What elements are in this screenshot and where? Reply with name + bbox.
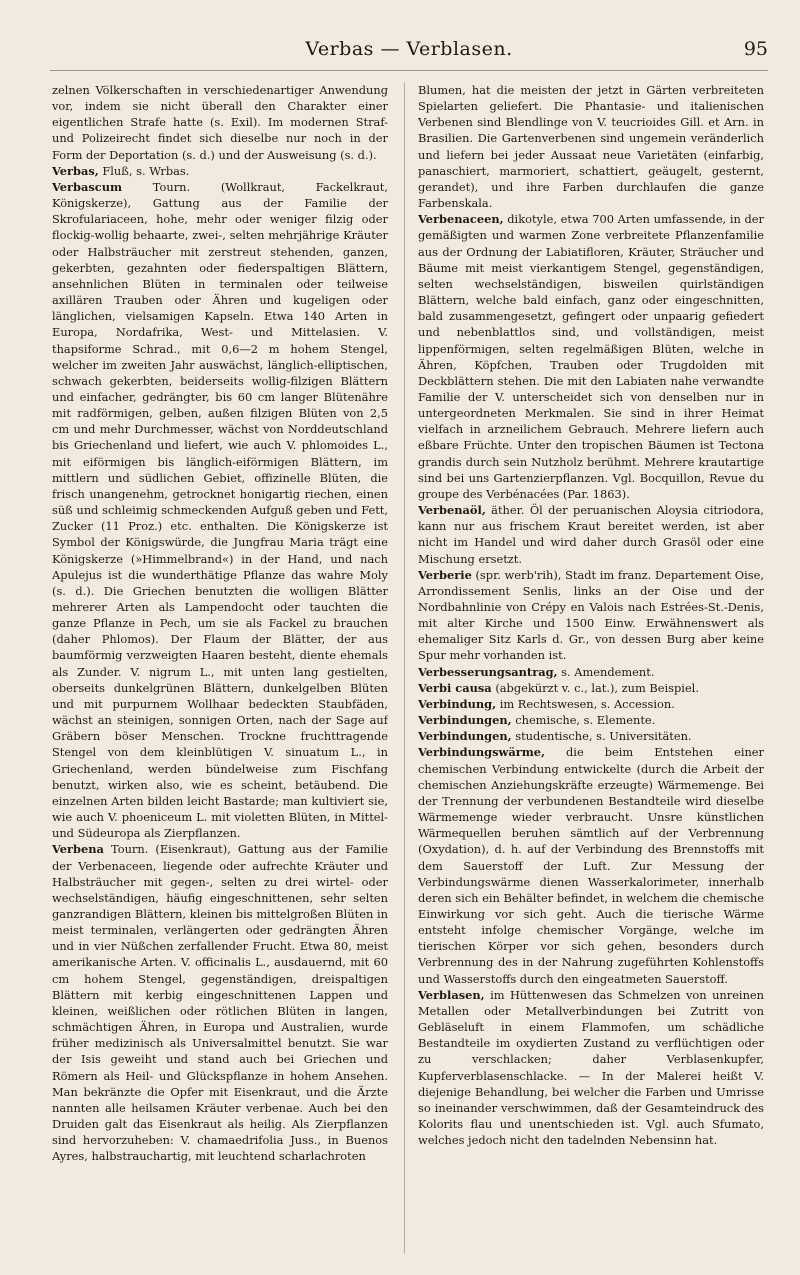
entry-text: (abgekürzt v. c., lat.), zum Beispiel. — [491, 680, 699, 695]
entry-text: Tourn. (Eisenkraut), Gattung aus der Familie der Verbenaceen, liegende oder aufrechte Kräuter und Halbsträucher mit gegen-, selten zu drei wirtel- oder wechselständigen, häufig eingeschnittenen, sehr selten ganzrandigen Blättern, kleinen bis mittelgroßen Blüten in meist terminalen, verlängerten oder gedrängten Ähren und in vier Nüßchen zerfallender Frucht. Etwa 80, meist amerikanische Arten. V. officinalis L., ausdauernd, mit 60 cm hohem Stengel, gegenständigen, dreispaltigen Blättern mit kerbig eingeschnittenen Lappen und kleinen, weißlichen oder rötlichen Blüten in langen, schmächtigen Ähren, in Europa und Australien, wurde früher medizinisch als Universalmittel benutzt. Sie war der Isis geweiht und stand auch bei Griechen und Römern als Heil- und Glückspflanze in hohem Ansehen. Man bekränzte die Opfer mit Eisenkraut, und die Ärzte nannten alle heilsamen Kräuter verbenae. Auch bei den Druiden galt das Eisenkraut als heilig. Als Zierpflanzen sind hervorzuheben: V. chamaedrifolia Juss., in Buenos Ayres, halbstrauchartig, mit leuchtend scharlachroten — [52, 842, 388, 1164]
dictionary-entry — [418, 211, 764, 502]
entry-headword: Verbindungen, — [418, 729, 512, 744]
entry-text: im Rechtswesen, s. Accession. — [496, 696, 675, 711]
dictionary-entry — [418, 664, 764, 680]
dictionary-entry — [52, 841, 388, 1164]
dictionary-entry — [418, 744, 764, 986]
entry-text: zelnen Völkerschaften in verschiedenartiger Anwendung vor, indem sie nicht überall den Charakter einer eigentlichen Strafe hatte (s. Exil). Im modernen Straf- und Polizeirecht findet sich dieselbe nur noch in der Form der Deportation (s. d.) und der Ausweisung (s. d.). — [52, 83, 388, 162]
page-header — [50, 38, 768, 68]
entry-text: Fluß, s. Wrbas. — [98, 163, 190, 178]
entry-text: (spr. werb'rih), Stadt im franz. Departement Oise, Arrondissement Senlis, links an der Oise und der Nordbahnlinie von Crépy en Valois nach Estrées-St.-Denis, mit alter Kirche und 1500 Einw. Erwähnenswert als ehemaliger Sitz Karls d. Gr., von dessen Burg aber keine Spur mehr vorhanden ist. — [418, 567, 764, 663]
entry-text: dikotyle, etwa 700 Arten umfassende, in der gemäßigten und warmen Zone verbreitete Pflanzenfamilie aus der Ordnung der Labiatifloren, Kräuter, Sträucher und Bäume mit meist vierkantigem Stengel, gegenständigen, selten wechselständigen, bisweilen quirlständigen Blättern, welche bald einfach, ganz oder eingeschnitten, bald zusammengesetzt, gefingert oder unpaarig gefiedert und nebenblattlos sind, und vollständigen, meist lippenförmigen, selten regelmäßigen Blüten, welche in Ähren, Köpfchen, Trauben oder Trugdolden mit Deckblättern stehen. Die mit den Labiaten nahe verwandte Familie der V. unterscheidet sich von denselben nur in untergeordneten Merkmalen. Sie sind in ihrer Heimat vielfach in arzneilichem Gebrauch. Mehrere liefern auch eßbare Früchte. Unter den tropischen Bäumen ist Tectona grandis durch sein Nutzholz berühmt. Mehrere krautartige sind bei uns Gartenzierpflanzen. Vgl. Bocquillon, Revue du groupe des Verbénacées (Par. 1863). — [418, 212, 764, 501]
entry-text: s. Amendement. — [557, 664, 655, 679]
left-column — [52, 82, 388, 1257]
dictionary-entry — [418, 82, 764, 211]
dictionary-entry — [418, 712, 764, 728]
entry-headword: Verbenaceen, — [418, 212, 504, 227]
dictionary-entry — [418, 728, 764, 744]
right-column — [418, 82, 764, 1257]
entry-text: Blumen, hat die meisten der jetzt in Gärten verbreiteten Spielarten geliefert. Die Phantasie- und italienischen Verbenen sind Blendlinge von V. teucrioides Gill. et Arn. in Brasilien. Die Gartenverbenen sind ungemein veränderlich und liefern bei jeder Aussaat neue Varietäten (einfarbig, panaschiert, marmoriert, schattiert, geäugelt, gesternt, gerandet), und ihre Farben durchlaufen die ganze Farbenskala. — [418, 83, 764, 211]
entry-text: Tourn. (Wollkraut, Fackelkraut, Königskerze), Gattung aus der Familie der Skrofulariaceen, hohe, mehr oder weniger filzig oder flockig-wollig behaarte, zwei-, selten mehrjährige Kräuter oder Halbsträucher mit zerstreut stehenden, ganzen, gekerbten, gezahnten oder fiederspaltigen Blättern, ansehnlichen Blüten in terminalen oder teilweise axillären Trauben oder Ähren und kugeligen oder länglichen, vielsamigen Kapseln. Etwa 140 Arten in Europa, Nordafrika, West- und Mittelasien. V. thapsiforme Schrad., mit 0,6—2 m hohem Stengel, welcher im zweiten Jahr auswächst, länglich-elliptischen, schwach gekerbten, beiderseits wollig-filzigen Blättern und einfacher, gedrängter, bis 60 cm langer Blütenähre mit radförmigen, gelben, außen filzigen Blüten von 2,5 cm und mehr Durchmesser, wächst von Norddeutschland bis Griechenland und liefert, wie auch V. phlomoides L., mit eiförmigen bis länglich-eiförmigen Blättern, im mittlern und südlichen Gebiet, offizinelle Blüten, die frisch unangenehm, getrocknet honigartig riechen, einen süß und schleimig schmeckenden Aufguß geben und Fett, Zucker (11 Proz.) etc. enthalten. Die Königskerze ist Symbol der Königswürde, die Jungfrau Maria trägt eine Königskerze (»Himmelbrand«) in der Hand, und nach Apulejus ist die wunderthätige Pflanze das wahre Moly (s. d.). Die Griechen benutzten die wolligen Blätter mehrerer Arten als Lampendocht oder tauchten die ganze Pflanze in Pech, um sie als Fackel zu brauchen (daher Phlomos). Der Flaum der Blätter, der aus baumförmig verzweigten Haaren besteht, diente ehemals als Zunder. V. nigrum L., mit unten lang gestielten, oberseits dunkelgrünen Blättern, dunkelgelben Blüten und mit purpurnem Wollhaar bedeckten Staubfäden, wächst an steinigen, sonnigen Orten, nach der Sage auf Gräbern böser Menschen. Trockne fruchttragende Stengel von dem kleinblütigen V. sinuatum L., in Griechenland, werden bündelweise zum Fischfang benutzt, wirken also, wie es scheint, betäubend. Die einzelnen Arten bilden leicht Bastarde; man kultiviert sie, wie auch V. phoeniceum L. mit violetten Blüten, in Mittel- und Südeuropa als Zierpflanzen. — [52, 179, 388, 841]
entry-headword: Verbascum — [52, 179, 123, 194]
entry-headword: Verbi causa — [418, 680, 492, 695]
entry-text: chemische, s. Elemente. — [511, 713, 656, 728]
dictionary-entry — [418, 696, 764, 712]
dictionary-entry — [418, 987, 764, 1149]
dictionary-entry — [52, 179, 388, 841]
entry-headword: Verbena — [52, 842, 104, 857]
dictionary-entry — [52, 163, 388, 179]
entry-headword: Verbindung, — [418, 696, 497, 711]
entry-headword: Verbenaöl, — [418, 503, 486, 518]
dictionary-entry — [418, 567, 764, 664]
running-title: Verbas — Verblasen. — [305, 38, 513, 60]
entry-headword: Verbesserungsantrag, — [418, 664, 558, 679]
column-divider — [404, 82, 405, 1254]
entry-headword: Verbindungswärme, — [418, 745, 545, 760]
page-number: 95 — [743, 38, 768, 60]
entry-headword: Verblasen, — [418, 987, 485, 1002]
entry-headword: Verbindungen, — [418, 713, 512, 728]
entry-headword: Verbas, — [52, 163, 99, 178]
header-rule — [50, 70, 768, 71]
entry-text: im Hüttenwesen das Schmelzen von unreinen Metallen oder Metallverbindungen bei Zutritt von Gebläseluft in einem Flammofen, um schädliche Bestandteile im oxydierten Zustand zu verflüchtigen oder zu verschlacken; daher Verblasenkupfer, Kupferverblasenschlacke. — In der Malerei heißt V. diejenige Behandlung, bei welcher die Farben und Umrisse so ineinander verschwimmen, daß der Gesamteindruck des Kolorits flau und unentschieden ist. Vgl. auch Sfumato, welches jedoch nicht den tadelnden Nebensinn hat. — [418, 987, 764, 1148]
dictionary-entry — [418, 502, 764, 567]
entry-headword: Verberie — [418, 567, 472, 582]
entry-text: äther. Öl der peruanischen Aloysia citriodora, kann nur aus frischem Kraut bereitet werden, ist aber nicht im Handel und wird daher durch Grasöl oder eine Mischung ersetzt. — [418, 503, 764, 566]
entry-text: studentische, s. Universitäten. — [511, 729, 692, 744]
entry-text: die beim Entstehen einer chemischen Verbindung entwickelte (durch die Arbeit der chemischen Anziehungskräfte erzeugte) Wärmemenge. Bei der Trennung der verbundenen Bestandteile wird dieselbe Wärmemenge wieder verbraucht. Unsre künstlichen Wärmequellen beruhen sämtlich auf der Verbrennung (Oxydation), d. h. auf der Verbindung des Brennstoffs mit dem Sauerstoff der Luft. Zur Messung der Verbindungswärme dienen Wasserkalorimeter, innerhalb deren sich ein Behälter befindet, in welchem die chemische Einwirkung vor sich geht. Auch die tierische Wärme entsteht infolge chemischer Vorgänge, welche im tierischen Körper vor sich gehen, besonders durch Verbrennung des in der Nahrung zugeführten Kohlenstoffs und Wasserstoffs durch den eingeatmeten Sauerstoff. — [418, 745, 764, 986]
dictionary-entry — [52, 82, 388, 163]
dictionary-entry — [418, 680, 764, 696]
